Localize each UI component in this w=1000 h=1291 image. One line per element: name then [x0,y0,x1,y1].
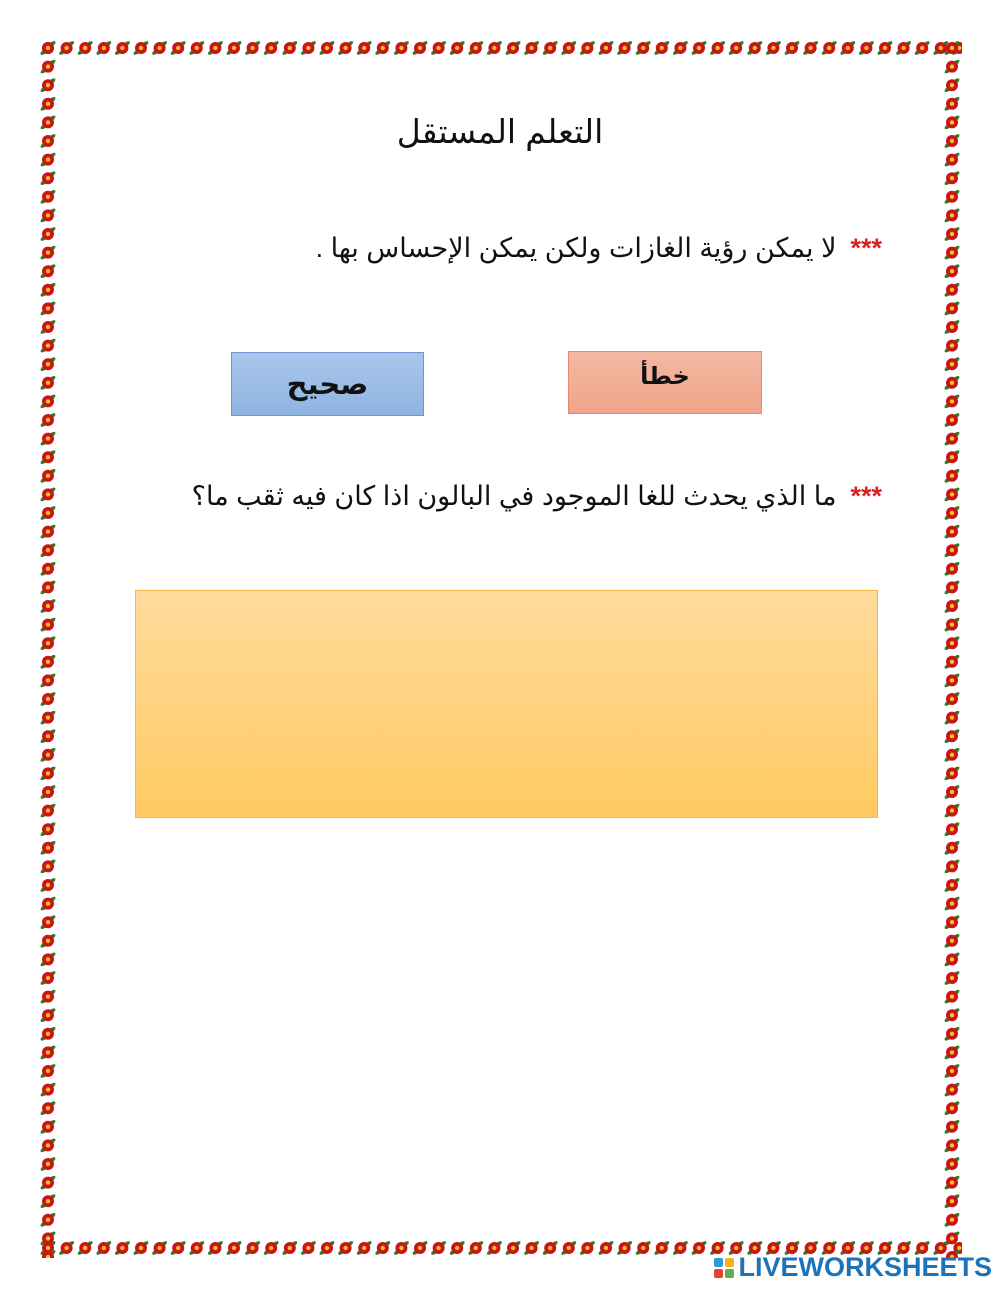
flower-ornament [944,152,961,168]
flower-ornament [709,40,726,56]
liveworksheets-logo [714,1252,992,1283]
flower-ornament [944,542,961,558]
flower-ornament [40,970,57,986]
liveworksheets-logo-icon [714,1258,734,1278]
false-option-button[interactable]: خطأ [568,351,762,414]
flower-ornament [944,803,961,819]
border-top [38,38,962,58]
flower-ornament [430,1240,447,1256]
flower-ornament [560,1240,577,1256]
liveworksheets-brand-text: LIVEWORKSHEETS [738,1252,992,1282]
flower-ornament [944,989,961,1005]
flower-ornament [40,189,57,205]
flower-ornament [944,40,961,56]
flower-ornament [944,933,961,949]
question-2-stars: *** [850,481,882,511]
flower-ornament [523,40,540,56]
flower-ornament [226,1240,243,1256]
flower-ornament [784,40,801,56]
flower-ornament [40,1082,57,1098]
flower-ornament [40,1026,57,1042]
answer-text-box[interactable] [135,590,878,818]
flower-ornament [40,1193,57,1209]
flower-ornament [170,40,187,56]
flower-ornament [40,524,57,540]
flower-ornament [356,1240,373,1256]
flower-ornament [40,59,57,75]
flower-ornament [944,245,961,261]
flower-ornament [560,40,577,56]
flower-ornament [40,226,57,242]
flower-ornament [40,449,57,465]
flower-ornament [226,40,243,56]
flower-ornament [944,1063,961,1079]
flower-ornament [877,40,894,56]
flower-ornament [672,1240,689,1256]
flower-ornament [207,1240,224,1256]
flower-ornament [40,598,57,614]
flower-ornament [486,1240,503,1256]
flower-ornament [944,375,961,391]
question-1-stars: *** [850,233,882,263]
flower-ornament [40,263,57,279]
flower-ornament [40,1044,57,1060]
flower-ornament [944,784,961,800]
flower-ornament [40,617,57,633]
flower-ornament [944,970,961,986]
flower-ornament [40,989,57,1005]
flower-ornament [281,1240,298,1256]
flower-ornament [114,1240,131,1256]
flower-ornament [40,1137,57,1153]
flower-ornament [40,319,57,335]
flower-ornament [40,1119,57,1135]
flower-ornament [40,877,57,893]
flower-ornament [944,598,961,614]
flower-ornament [802,40,819,56]
flower-ornament [40,579,57,595]
flower-ornament [40,1156,57,1172]
flower-ornament [944,1230,961,1246]
flower-ornament [40,933,57,949]
flower-ornament [944,1137,961,1153]
flower-ornament [944,133,961,149]
flower-ornament [40,840,57,856]
flower-ornament [944,59,961,75]
flower-ornament [944,1100,961,1116]
flower-ornament [598,40,615,56]
flower-ornament [40,96,57,112]
flower-ornament [40,338,57,354]
flower-ornament [40,728,57,744]
flower-ornament [40,1230,57,1246]
flower-ornament [944,914,961,930]
flower-ornament [40,77,57,93]
flower-ornament [944,77,961,93]
flower-ornament [944,282,961,298]
flower-ornament [821,40,838,56]
flower-ornament [616,40,633,56]
flower-ornament [914,40,931,56]
flower-ornament [40,1212,57,1228]
flower-ornament [40,1249,57,1258]
flower-ornament [944,263,961,279]
flower-ornament [40,1100,57,1116]
flower-ornament [858,40,875,56]
flower-ornament [40,672,57,688]
flower-ornament [944,710,961,726]
flower-ornament [944,561,961,577]
flower-strip [38,38,58,1258]
question-2 [130,470,882,522]
flower-ornament [944,189,961,205]
flower-ornament [77,40,94,56]
page-title: التعلم المستقل [396,113,604,150]
flower-ornament [374,40,391,56]
flower-ornament [263,1240,280,1256]
flower-ornament [944,840,961,856]
flower-ornament [746,40,763,56]
flower-ornament [40,245,57,261]
flower-ornament [505,1240,522,1256]
flower-ornament [944,635,961,651]
flower-ornament [95,1240,112,1256]
flower-ornament [40,710,57,726]
flower-strip [942,38,962,1258]
flower-ornament [40,561,57,577]
flower-ornament [77,1240,94,1256]
flower-ornament [40,114,57,130]
flower-ornament [635,1240,652,1256]
flower-ornament [40,1063,57,1079]
flower-ornament [40,486,57,502]
flower-ornament [40,896,57,912]
flower-ornament [542,1240,559,1256]
flower-ornament [244,40,261,56]
flower-ornament [40,356,57,372]
flower-ornament [40,691,57,707]
flower-strip [38,38,962,58]
flower-ornament [944,877,961,893]
flower-ornament [114,40,131,56]
flower-ornament [542,40,559,56]
flower-ornament [944,524,961,540]
flower-ornament [40,505,57,521]
flower-ornament [944,579,961,595]
question-1-text: لا يمكن رؤية الغازات ولكن يمكن الإحساس بها . [315,233,837,263]
flower-ornament [944,858,961,874]
flower-ornament [944,951,961,967]
flower-ornament [40,152,57,168]
flower-ornament [40,914,57,930]
flower-ornament [356,40,373,56]
flower-ornament [58,1240,75,1256]
flower-ornament [944,728,961,744]
flower-ornament [188,40,205,56]
flower-ornament [40,654,57,670]
flower-ornament [40,765,57,781]
flower-ornament [40,468,57,484]
flower-ornament [337,1240,354,1256]
flower-ornament [944,1193,961,1209]
flower-ornament [207,40,224,56]
flower-ornament [40,170,57,186]
flower-ornament [944,821,961,837]
flower-ornament [944,468,961,484]
flower-ornament [40,747,57,763]
flower-ornament [944,170,961,186]
flower-ornament [151,1240,168,1256]
flower-ornament [944,431,961,447]
flower-ornament [944,1175,961,1191]
flower-ornament [944,1007,961,1023]
flower-ornament [281,40,298,56]
flower-ornament [151,40,168,56]
flower-ornament [944,1082,961,1098]
flower-ornament [40,1175,57,1191]
flower-ornament [944,672,961,688]
flower-ornament [944,765,961,781]
flower-ornament [944,449,961,465]
flower-ornament [944,1044,961,1060]
flower-ornament [40,40,57,56]
flower-ornament [765,40,782,56]
flower-ornament [944,896,961,912]
flower-ornament [40,393,57,409]
flower-ornament [944,1026,961,1042]
flower-ornament [393,1240,410,1256]
flower-ornament [728,40,745,56]
flower-ornament [944,654,961,670]
flower-ornament [244,1240,261,1256]
flower-ornament [653,40,670,56]
flower-ornament [40,635,57,651]
flower-ornament [393,40,410,56]
flower-ornament [944,338,961,354]
flower-ornament [505,40,522,56]
flower-ornament [40,431,57,447]
flower-ornament [895,40,912,56]
flower-ornament [40,133,57,149]
flower-ornament [412,40,429,56]
flower-ornament [944,356,961,372]
flower-ornament [40,542,57,558]
flower-ornament [944,300,961,316]
flower-ornament [944,96,961,112]
flower-ornament [598,1240,615,1256]
flower-ornament [579,1240,596,1256]
flower-ornament [40,951,57,967]
flower-ornament [486,40,503,56]
flower-ornament [944,505,961,521]
flower-ornament [944,486,961,502]
flower-ornament [58,40,75,56]
flower-ornament [944,226,961,242]
flower-ornament [944,1119,961,1135]
flower-ornament [40,784,57,800]
flower-ornament [263,40,280,56]
flower-ornament [133,40,150,56]
flower-ornament [944,393,961,409]
flower-ornament [839,40,856,56]
flower-ornament [319,40,336,56]
flower-ornament [170,1240,187,1256]
flower-ornament [300,1240,317,1256]
flower-ornament [40,282,57,298]
flower-ornament [944,1212,961,1228]
flower-ornament [449,40,466,56]
flower-ornament [319,1240,336,1256]
flower-ornament [672,40,689,56]
flower-ornament [467,40,484,56]
flower-ornament [944,747,961,763]
flower-ornament [300,40,317,56]
flower-ornament [691,40,708,56]
flower-ornament [944,412,961,428]
flower-ornament [944,1156,961,1172]
question-1 [170,222,882,274]
flower-ornament [467,1240,484,1256]
flower-ornament [40,1007,57,1023]
flower-ornament [579,40,596,56]
flower-ornament [412,1240,429,1256]
flower-ornament [40,803,57,819]
flower-ornament [944,617,961,633]
flower-ornament [449,1240,466,1256]
flower-ornament [95,40,112,56]
border-left [38,38,58,1258]
flower-ornament [133,1240,150,1256]
flower-ornament [523,1240,540,1256]
flower-ornament [616,1240,633,1256]
flower-ornament [40,412,57,428]
flower-ornament [944,114,961,130]
flower-ornament [40,300,57,316]
true-option-button[interactable]: صحيح [231,352,424,416]
flower-ornament [944,207,961,223]
flower-ornament [40,821,57,837]
flower-ornament [653,1240,670,1256]
flower-ornament [40,858,57,874]
flower-ornament [635,40,652,56]
flower-ornament [944,319,961,335]
flower-ornament [944,691,961,707]
border-right [942,38,962,1258]
flower-ornament [40,207,57,223]
question-2-text: ما الذي يحدث للغا الموجود في البالون اذا كان فيه ثقب ما؟ [191,481,837,511]
flower-ornament [40,375,57,391]
flower-ornament [374,1240,391,1256]
flower-ornament [691,1240,708,1256]
flower-ornament [337,40,354,56]
flower-ornament [430,40,447,56]
flower-ornament [188,1240,205,1256]
